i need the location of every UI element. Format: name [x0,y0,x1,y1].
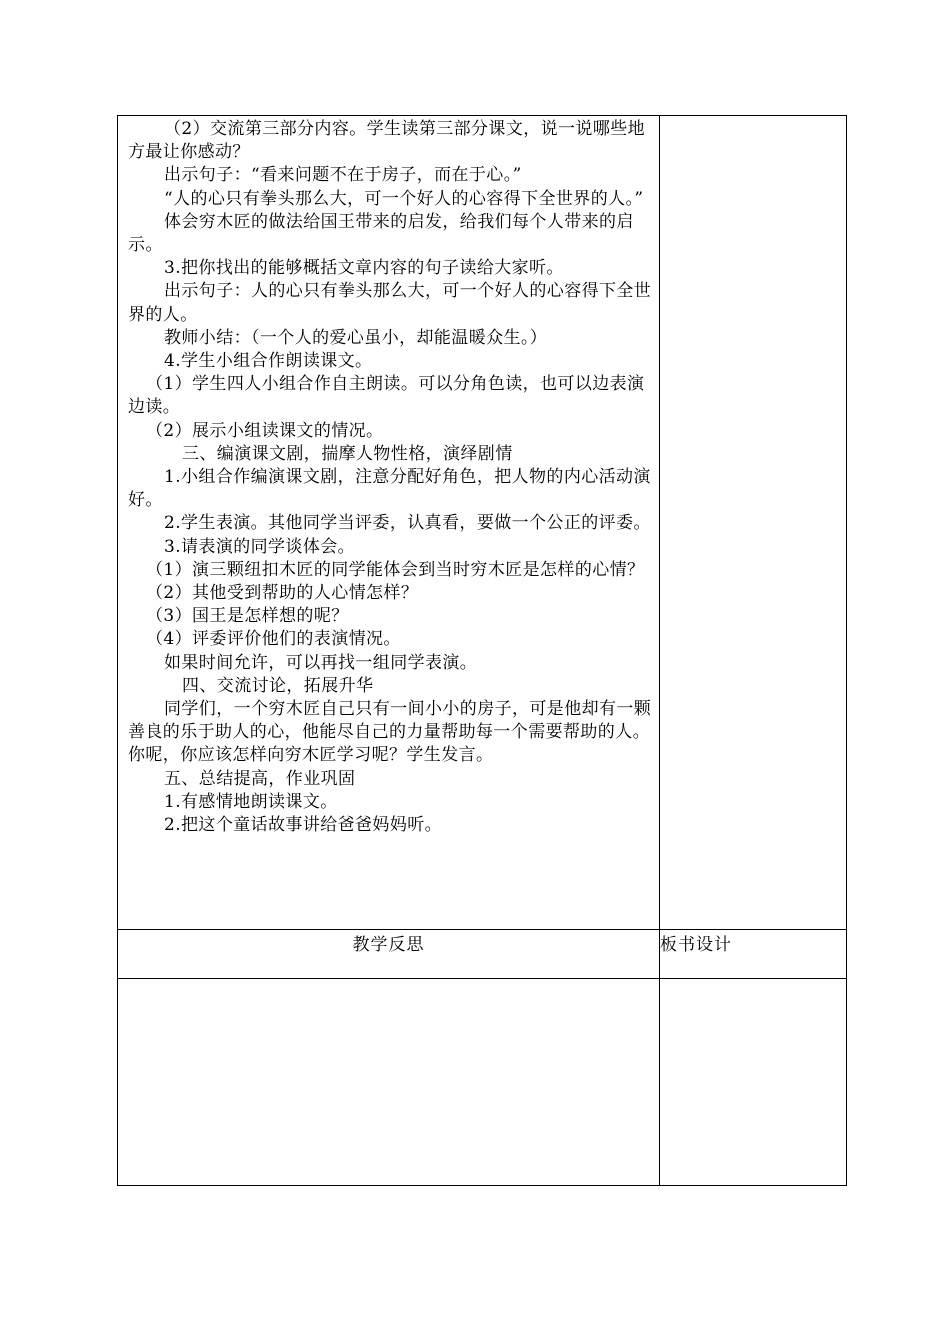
reflection-heading: 教学反思 [118,930,660,979]
lesson-paragraph: 五、总结提高，作业巩固 [164,768,356,789]
lesson-paragraph: （1）学生四人小组合作自主朗读。可以分角色读，也可以边表演边读。 [128,374,645,418]
lesson-paragraph: （4）评委评价他们的表演情况。 [146,629,401,650]
lesson-paragraph: （3）国王是怎样想的呢？ [146,606,349,627]
lesson-paragraph: 2.学生表演。其他同学当评委，认真看，要做一个公正的评委。 [164,513,651,534]
board-design-cell [660,979,847,1186]
lesson-paragraph: 四、交流讨论，拓展升华 [182,675,374,696]
lesson-paragraph: 同学们，一个穷木匠自己只有一间小小的房子，可是他却有一颗善良的乐于助人的心，他能尽自己的力量帮助每一个需要帮助的人。你呢，你应该怎样向穷木匠学习呢？学生发言。 [128,699,652,766]
lesson-content-cell [118,116,660,930]
lesson-paragraph: 如果时间允许，可以再找一组同学表演。 [164,652,478,673]
lesson-paragraph: 2.把这个童话故事讲给爸爸妈妈听。 [164,815,443,836]
lesson-paragraph: 1.有感情地朗读课文。 [164,791,338,812]
lesson-paragraph: 体会穷木匠的做法给国王带来的启发，给我们每个人带来的启示。 [128,211,634,256]
lesson-content [118,116,659,837]
lesson-plan-table [117,115,847,1186]
lesson-paragraph: 3.把你找出的能够概括文章内容的句子读给大家听。 [164,258,564,279]
board-design-heading: 板书设计 [660,930,847,979]
lesson-paragraph: 1.小组合作编演课文剧，注意分配好角色，把人物的内心活动演好。 [128,467,651,511]
lesson-paragraph: （1）演三颗纽扣木匠的同学能体会到当时穷木匠是怎样的心情？ [146,559,645,580]
lesson-paragraph: 3.请表演的同学谈体会。 [164,536,356,557]
lesson-paragraph: （2）交流第三部分内容。学生读第三部分课文，说一说哪些地方最让你感动？ [128,119,646,163]
reflection-cell [118,979,660,1186]
lesson-paragraph: 三、编演课文剧，揣摩人物性格，演绎剧情 [182,443,513,464]
lesson-paragraph: “人的心只有拳头那么大，可一个好人的心容得下全世界的人。” [164,188,644,209]
lesson-paragraph: （2）展示小组读课文的情况。 [146,420,384,441]
side-notes-cell [660,116,847,930]
lesson-paragraph: 4.学生小组合作朗读课文。 [164,351,373,372]
lesson-paragraph: 出示句子：“看来问题不在于房子，而在于心。” [164,165,522,186]
lesson-paragraph: 出示句子：人的心只有拳头那么大，可一个好人的心容得下全世界的人。 [128,281,652,325]
lesson-paragraph: （2）其他受到帮助的人心情怎样？ [146,583,419,604]
lesson-paragraph: 教师小结：（一个人的爱心虽小，却能温暖众生。） [164,327,548,348]
